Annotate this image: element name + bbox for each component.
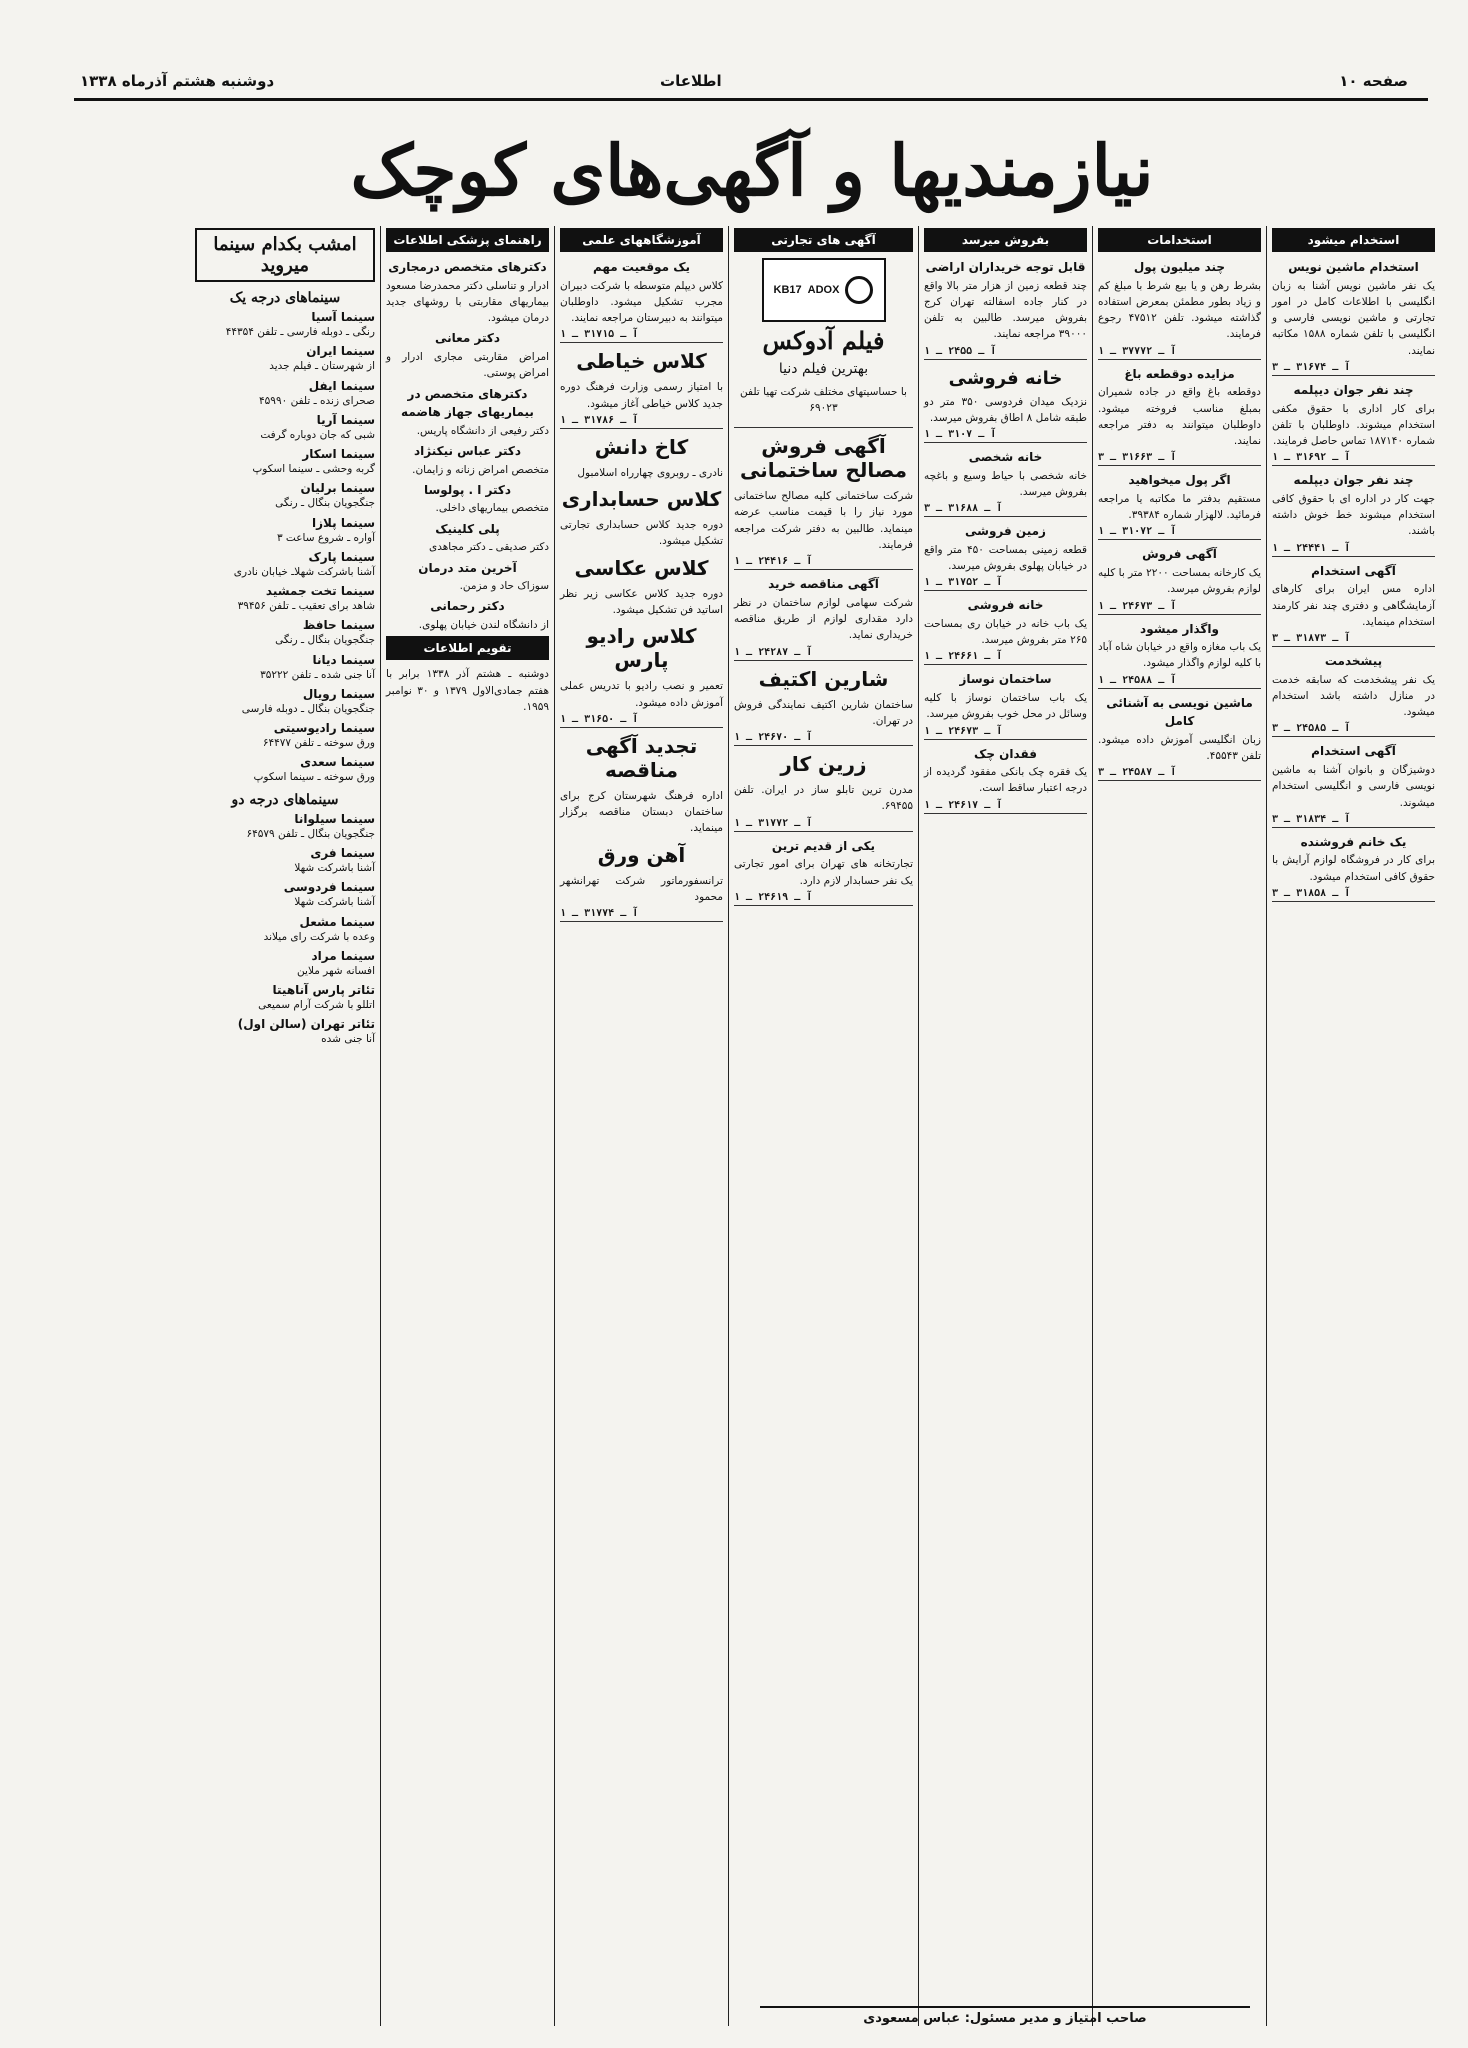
section-heading: بفروش میرسد: [924, 228, 1087, 252]
column-financial: [1092, 226, 1266, 2026]
cinema-info: شبی که جان دوباره گرفت: [260, 428, 375, 441]
ad-title: استخدام ماشین نویس: [1288, 260, 1419, 274]
ad-body: از دانشگاه لندن خیابان پهلوی.: [418, 619, 549, 631]
ad-title: پیشخدمت: [1324, 654, 1383, 669]
ad-body: متخصص بیماریهای داخلی.: [435, 502, 549, 515]
ad-title: کلاس رادیو پارس: [586, 624, 697, 673]
cinema-info: آشنا باشرکت شهلا: [294, 861, 375, 874]
ad-title: دکترهای متخصص در بیماریهای جهاز هاضمه: [401, 386, 534, 420]
cinema-info: آنا جنی شده ـ تلفن ۳۵۲۲۲: [260, 668, 375, 681]
ad-body: جهت کار در اداره ای با حقوق کافی استخدام میشوند خط خوش داشته باشند.: [1272, 492, 1435, 538]
cinema-name: سینما دیانا: [312, 652, 375, 667]
ad-body: برای کار در فروشگاه لوازم آرایش با حقوق کافی استخدام میشود.: [1272, 854, 1435, 883]
ad-title: زمین فروشی: [965, 524, 1046, 539]
ad-title: دکتر رحمانی: [430, 599, 505, 614]
cinema-info: صحرای زنده ـ تلفن ۴۵۹۹۰: [259, 394, 375, 407]
ad-title: یک موقعیت مهم: [592, 260, 691, 274]
ad-item: [924, 670, 1087, 722]
ad-body: ساختمان شارین اکتیف نمایندگی فروش در تهران.: [734, 698, 913, 727]
ad-body: متخصص امراض زنانه و زایمان.: [412, 463, 549, 476]
ad-title: کلاس حسابداری: [561, 487, 722, 512]
ad-item: [386, 520, 549, 556]
ad-title: پلی کلینیک: [435, 521, 500, 536]
publisher-footer: صاحب امتیاز و مدیر مسئول: عباس مسعودی: [760, 2006, 1250, 2026]
ad-item: [1272, 742, 1435, 810]
cinema-second-class-heading: سینماهای درجه دو: [231, 791, 339, 808]
ad-title: تجدید آگهی مناقصه: [585, 733, 698, 782]
ad-code: آ ـ ۲۴۴۱۶ ـ ۱: [734, 556, 913, 570]
ad-body: کلاس دیپلم متوسطه با شرکت دبیران مجرب تشکیل میشود. داوطلبان میتوانند به دبیرستان مراجعه نمایند.: [560, 279, 723, 325]
ad-item: [924, 522, 1087, 574]
ad-item: [1272, 258, 1435, 359]
section-heading: آگهی های تجارتی: [734, 228, 913, 252]
ad-body: ترانسفورماتور شرکت تهرانشهر محمود: [560, 874, 723, 903]
ad-title: ساختمان نوساز: [959, 672, 1052, 687]
film-roll-icon: [845, 276, 873, 304]
ad-code: آ ـ ۳۱۷۵۲ ـ ۱: [924, 577, 1087, 591]
cinema-name: سینما رویال: [302, 686, 375, 701]
column-schools: [554, 226, 728, 2026]
ad-item: [734, 575, 913, 643]
ad-code: [734, 425, 913, 428]
ad-code: آ ـ ۲۴۶۶۱ ـ ۱: [924, 651, 1087, 665]
ad-body: تجارتخانه های تهران برای امور تجارتی یک نفر حسابدار لازم دارد.: [734, 858, 913, 887]
ad-title: یکی از قدیم ترین: [771, 838, 876, 853]
ad-code: آ ـ ۲۴۶۷۳ ـ ۱: [924, 726, 1087, 740]
cinema-name: سینما فردوسی: [283, 880, 375, 895]
ad-code: آ ـ ۳۱۷۷۲ ـ ۱: [734, 818, 913, 832]
cinema-name: سینما مشعل: [299, 914, 375, 929]
cinema-name: سینما سعدی: [300, 755, 375, 770]
ad-item: [1098, 620, 1261, 672]
ad-body: امراض مقاربتی مجاری ادرار و امراض پوستی.: [386, 350, 549, 380]
section-heading: راهنمای پزشکی اطلاعات: [386, 228, 549, 252]
ad-item: [924, 258, 1087, 343]
cinema-guide-title: امشب بکدام سینما میروید: [195, 228, 375, 282]
ad-item: [1098, 365, 1261, 450]
cinema-info: آنا جنی شده: [321, 1033, 375, 1046]
cinema-name: سینما سیلوانا: [294, 811, 375, 826]
ad-item: [386, 442, 549, 478]
ad-body: نادری ـ روبروی چهارراه اسلامبول: [577, 466, 723, 479]
ad-title: آگهی فروش: [1142, 547, 1217, 562]
ad-body: نزدیک میدان فردوسی ۳۵۰ متر دو طبقه شامل ۸ اطاق بفروش میرسد.: [924, 395, 1087, 424]
ad-title: آگهی استخدام: [1311, 563, 1396, 578]
cinema-name: سینما آسیا: [311, 310, 375, 324]
ad-item: [386, 559, 549, 595]
ad-body: خانه شخصی با حیاط وسیع و باغچه بفروش میرسد.: [924, 469, 1087, 498]
cinema-first-class-heading: سینماهای درجه یک: [229, 290, 341, 306]
ad-code: آ ـ ۲۴۶۷۰ ـ ۱: [734, 732, 913, 746]
ad-body: تعمیر و نصب رادیو با تدریس عملی آموزش داده میشود.: [560, 680, 723, 709]
ad-item: [924, 596, 1087, 648]
column-cinema: [190, 226, 380, 2026]
adox-film-title: فیلم آدوکس: [762, 326, 885, 355]
ad-code: آ ـ ۲۴۵۸۷ ـ ۳: [1098, 767, 1261, 781]
cinema-info: آشنا باشرکت شهلا: [294, 896, 375, 909]
ad-title: فقدان چک: [974, 746, 1037, 761]
ad-code: آ ـ ۲۴۵۸۵ ـ ۳: [1272, 723, 1435, 737]
ad-title: چند نفر جوان دیپلمه: [1293, 382, 1414, 397]
ad-body: سوزاک حاد و مزمن.: [459, 580, 549, 593]
ad-item: [924, 448, 1087, 500]
ad-item: [1272, 471, 1435, 539]
ad-body: مدرن ترین تابلو ساز در ایران. تلفن ۶۹۴۵۵.: [734, 784, 913, 813]
ad-title: چند نفر جوان دیپلمه: [1293, 473, 1414, 488]
cinema-info: وعده با شرکت رای میلاند: [263, 930, 375, 943]
cinema-name: تئاتر تهران (سالن اول): [237, 1017, 375, 1032]
ad-item: [924, 365, 1087, 426]
ad-title: مزایده دوقطعه باغ: [1124, 366, 1235, 381]
ad-code: آ ـ ۳۱۷۸۶ ـ ۱: [560, 415, 723, 429]
ad-title: اگر پول میخواهید: [1128, 473, 1231, 488]
ad-code: آ ـ ۳۱۷۷۴ ـ ۱: [560, 908, 723, 922]
ad-title: واگذار میشود: [1140, 621, 1219, 636]
ad-title: کلاس خیاطی: [576, 349, 707, 374]
ad-title: یک خانم فروشنده: [1300, 834, 1407, 849]
ad-body: زبان انگلیسی آموزش داده میشود. تلفن ۴۵۵۴۳.: [1098, 733, 1261, 763]
ad-body: چند قطعه زمین از هزار متر بالا واقع در کنار جاده اسفالته تهران کرج بفروش میرسد. طالبین به تلفن ۳۹۰۰۰ مراجعه نمایند.: [924, 279, 1087, 341]
cinema-name: سینما ایفل: [308, 378, 375, 393]
calendar-heading: تقویم اطلاعات: [386, 636, 549, 660]
ad-item: [560, 258, 723, 326]
ad-item: [1098, 471, 1261, 523]
section-heading: استخدام میشود: [1272, 228, 1435, 252]
adox-brand: ADOX: [807, 284, 840, 296]
ad-item: [1272, 381, 1435, 449]
cinema-name: سینما مراد: [311, 948, 375, 963]
ad-item: [1098, 694, 1261, 765]
cinema-info: ورق سوخته ـ سینما اسکوپ: [253, 771, 375, 784]
ad-item: [386, 481, 549, 517]
ad-code: آ ـ ۳۱۶۹۲ ـ ۱: [1272, 452, 1435, 466]
ad-code: آ ـ ۲۴۴۴۱ ـ ۱: [1272, 543, 1435, 557]
ad-body: دوشیزگان و بانوان آشنا به ماشین نویسی فارسی و انگلیسی استخدام میشوند.: [1272, 764, 1435, 809]
cinema-info: آواره ـ شروع ساعت ۳: [276, 531, 375, 544]
column-for-sale: [918, 226, 1092, 2026]
ad-body: یک نفر ماشین نویس آشنا به زبان انگلیسی با اطلاعات کامل در امور تجارتی و ماشین نویسی فارسی و انگلیسی با تلفن شماره ۱۵۸۸ مکاتبه نمایند.: [1272, 279, 1436, 357]
ad-body: یک باب خانه در خیابان ری بمساحت ۲۶۵ متر بفروش میرسد.: [924, 617, 1087, 647]
ad-body: برای کار اداری با حقوق مکفی استخدام میشوند. داوطلبان با تلفن شماره ۱۸۷۱۴۰ تماس حاصل فرمایند.: [1272, 402, 1435, 448]
ad-title: دکترهای متخصص درمجاری: [388, 260, 547, 274]
ad-item: [386, 385, 549, 439]
ad-code: آ ـ ۳۱۶۷۴ ـ ۳: [1272, 362, 1435, 376]
ad-body: ادرار و تناسلی دکتر محمدرضا مسعود بیماریهای مقاربتی با روشهای جدید درمان میشود.: [386, 279, 549, 325]
ad-title: زرین کار: [780, 752, 867, 777]
adox-agent: با حساسیتهای مختلف شرکت تهیا تلفن ۶۹۰۲۳: [740, 385, 907, 414]
ad-body: یک کارخانه بمساحت ۲۲۰۰ متر با کلیه لوازم بفروش میرسد.: [1098, 567, 1262, 596]
ad-title: آخرین متد درمان: [418, 560, 517, 575]
cinema-name: سینما آریا: [316, 412, 375, 427]
ad-code: آ ـ ۲۴۶۱۷ ـ ۱: [924, 800, 1087, 814]
ad-title: دکتر عباس نیکنژاد: [413, 443, 522, 458]
ad-body: دوره جدید کلاس حسابداری تجارتی تشکیل میشود.: [560, 519, 723, 548]
cinema-info: آشنا باشرکت شهلاـ خیابان نادری: [233, 565, 375, 578]
ad-item: [1272, 652, 1435, 720]
cinema-name: سینما ایران: [306, 344, 375, 359]
ad-body: شرکت سهامی لوازم ساختمان در نظر دارد مقداری لوازم از طریق مناقصه خریداری نماید.: [734, 596, 913, 642]
ad-title: کاخ دانش: [594, 434, 689, 459]
adox-film-box: [762, 258, 886, 322]
ad-item: [386, 597, 549, 633]
ad-body: یک فقره چک بانکی مفقود گردیده از درجه اعتبار ساقط است.: [924, 766, 1087, 795]
issue-date: دوشنبه هشتم آذرماه ۱۳۳۸: [80, 72, 275, 90]
cinema-info: اتللو با شرکت آرام سمیعی: [258, 999, 375, 1012]
ad-title: ماشین نویسی به آشنائی کامل: [1106, 695, 1253, 729]
ad-body: اداره فرهنگ شهرستان کرج برای ساختمان دبستان مناقصه برگزار مینماید.: [560, 789, 723, 835]
ad-item: [734, 837, 913, 889]
ad-body: یک باب ساختمان نوساز با کلیه وسائل در محل خوب بفروش میرسد.: [924, 692, 1087, 721]
ad-body: شرکت ساختمانی کلیه مصالح ساختمانی مورد نیاز را با قیمت مناسب عرضه مینماید. طالبین به دفتر شرکت مراجعه فرمایند.: [734, 490, 913, 552]
ad-body: دوره جدید کلاس عکاسی زیر نظر اساتید فن تشکیل میشود.: [560, 587, 723, 616]
columns: [40, 226, 1440, 2026]
ad-title: آگهی مناقصه خرید: [768, 577, 879, 592]
cinema-info: جنگجویان بنگال ـ رنگی: [275, 497, 375, 510]
ad-body: با امتیاز رسمی وزارت فرهنگ دوره جدید کلاس خیاطی آغاز میشود.: [560, 381, 723, 410]
ad-body: اداره مس ایران برای کارهای آزمایشگاهی و دفتری چند نفر کارمند استخدام مینماید.: [1272, 583, 1435, 628]
ad-code: آ ـ ۲۴۶۷۳ ـ ۱: [1098, 601, 1261, 615]
calendar-body: دوشنبه ـ هشتم آذر ۱۳۳۸ برابر با هفتم جمادی‌الاول ۱۳۷۹ و ۳۰ نوامبر ۱۹۵۹.: [386, 668, 549, 713]
ad-item: [386, 329, 549, 381]
cinema-name: سینما فری: [310, 845, 375, 860]
ad-code: آ ـ ۳۱۰۷۲ ـ ۱: [1098, 526, 1261, 540]
ad-body: دکتر رفیعی از دانشگاه پاریس.: [416, 424, 549, 437]
cinema-name: تئاتر پارس آناهیتا: [272, 983, 375, 998]
cinema-info: گربه وحشی ـ سینما اسکوپ: [252, 463, 375, 476]
ad-code: آ ـ ۳۱۰۷ ـ ۱: [924, 429, 1087, 443]
column-commercial: [728, 226, 918, 2026]
section-heading: آموزشگاههای علمی: [560, 228, 723, 252]
ad-title: آهن ورق: [597, 842, 686, 867]
header-rule: [74, 98, 1428, 101]
adox-tagline: بهترین فیلم دنیا: [778, 361, 869, 377]
ad-title: خانه فروشی: [967, 598, 1044, 613]
ad-title: آگهی فروش مصالح ساختمانی: [740, 434, 907, 483]
ad-code: آ ـ ۳۱۸۷۳ ـ ۳: [1272, 633, 1435, 647]
cinema-info: جنگجویان بنگال ـ دوبله فارسی: [241, 702, 375, 715]
ad-item: [1272, 562, 1435, 630]
ad-code: آ ـ ۳۱۷۱۵ ـ ۱: [560, 329, 723, 343]
ad-title: خانه شخصی: [968, 450, 1043, 465]
ad-item: [386, 258, 549, 326]
cinema-name: سینما برلیان: [300, 481, 375, 496]
cinema-name: سینما اسکار: [302, 447, 375, 462]
cinema-info: ورق سوخته ـ تلفن ۶۴۴۷۷: [262, 737, 375, 750]
cinema-name: سینما حافظ: [302, 618, 375, 633]
ad-title: آگهی استخدام: [1311, 744, 1396, 759]
cinema-info: از شهرستان ـ فیلم جدید: [269, 360, 375, 373]
ad-code: آ ـ ۳۱۸۳۴ ـ ۳: [1272, 814, 1435, 828]
paper-name: اطلاعات: [660, 72, 722, 90]
adox-ad: [734, 258, 913, 419]
cinema-name: سینما پارک: [308, 549, 375, 564]
ad-item: [1098, 545, 1261, 597]
ad-code: آ ـ ۳۱۸۵۸ ـ ۳: [1272, 888, 1435, 902]
ad-code: آ ـ ۲۴۵۸۸ ـ ۱: [1098, 675, 1261, 689]
ad-body: بشرط رهن و یا بیع شرط با مبلغ کم و زیاد بطور مطمئن بمعرض استفاده گذاشته میشود. تلفن ۴۷۵۱۲ رجوع فرمایند.: [1098, 279, 1261, 341]
cinema-info: شاهد برای تعقیب ـ تلفن ۳۹۴۵۶: [237, 600, 375, 613]
section-heading: استخدامات: [1098, 228, 1261, 252]
ad-item: [1098, 258, 1261, 343]
cinema-info: جنگجویان بنگال ـ رنگی: [275, 634, 375, 647]
cinema-name: سینما پلازا: [312, 515, 375, 530]
ad-code: آ ـ ۳۱۶۵۰ ـ ۱: [560, 714, 723, 728]
cinema-info: جنگجویان بنگال ـ تلفن ۶۴۵۷۹: [246, 827, 375, 840]
ad-code: آ ـ ۲۴۲۸۷ ـ ۱: [734, 647, 913, 661]
ad-item: [1272, 833, 1435, 885]
ad-body: دوقطعه باغ واقع در جاده شمیران بمبلغ مناسب فروخته میشود. داوطلبان میتوانند به دفتر مراجعه نمایند.: [1098, 386, 1261, 448]
ad-title: کلاس عکاسی: [574, 555, 709, 580]
ad-title: دکتر ا . پولوسا: [423, 482, 512, 497]
column-employment: [1266, 226, 1440, 2026]
ad-body: یک باب مغازه واقع در خیابان شاه آباد با کلیه لوازم واگذار میشود.: [1098, 641, 1261, 670]
cinema-name: سینما رادیوسیتی: [273, 721, 375, 736]
masthead: [72, 120, 1432, 220]
ad-code: آ ـ ۳۱۶۶۳ ـ ۳: [1098, 452, 1261, 466]
ad-body: یک نفر پیشخدمت که سابقه خدمت در منازل داشته باشد استخدام میشود.: [1272, 673, 1435, 719]
ad-title: چند میلیون پول: [1133, 260, 1226, 274]
ad-body: قطعه زمینی بمساحت ۴۵۰ متر واقع در خیابان پهلوی بفروش میرسد.: [924, 543, 1087, 573]
page-number: صفحه ۱۰: [1339, 72, 1408, 90]
adox-model: KB17: [773, 284, 802, 296]
cinema-name: سینما تخت جمشید: [265, 584, 375, 599]
ad-title: خانه فروشی: [948, 367, 1063, 389]
ad-title: شارین اکتیف: [758, 666, 889, 691]
cinema-info: رنگی ـ دوبله فارسی ـ تلفن ۴۴۳۵۴: [225, 326, 375, 338]
ad-body: دکتر صدیقی ـ دکتر مجاهدی: [429, 541, 549, 554]
ad-item: [924, 745, 1087, 797]
ad-title: قابل توجه خریداران اراضی: [925, 260, 1086, 274]
masthead-title: نیازمندیها و آگهی‌های کوچک: [350, 128, 1154, 212]
cinema-info: افسانه شهر ملاین: [297, 964, 375, 977]
ad-code: آ ـ ۳۷۷۷۲ ـ ۱: [1098, 346, 1261, 360]
ad-code: آ ـ ۲۴۶۱۹ ـ ۱: [734, 892, 913, 906]
ad-body: مستقیم بدفتر ما مکاتبه یا مراجعه فرمائید. لالهزار شماره ۳۹۳۸۴.: [1098, 492, 1261, 522]
column-medical: [380, 226, 554, 2026]
ad-title: دکتر معانی: [434, 331, 501, 346]
ad-code: آ ـ ۲۴۵۵ ـ ۱: [924, 346, 1087, 360]
ad-code: آ ـ ۳۱۶۸۸ ـ ۳: [924, 503, 1087, 517]
